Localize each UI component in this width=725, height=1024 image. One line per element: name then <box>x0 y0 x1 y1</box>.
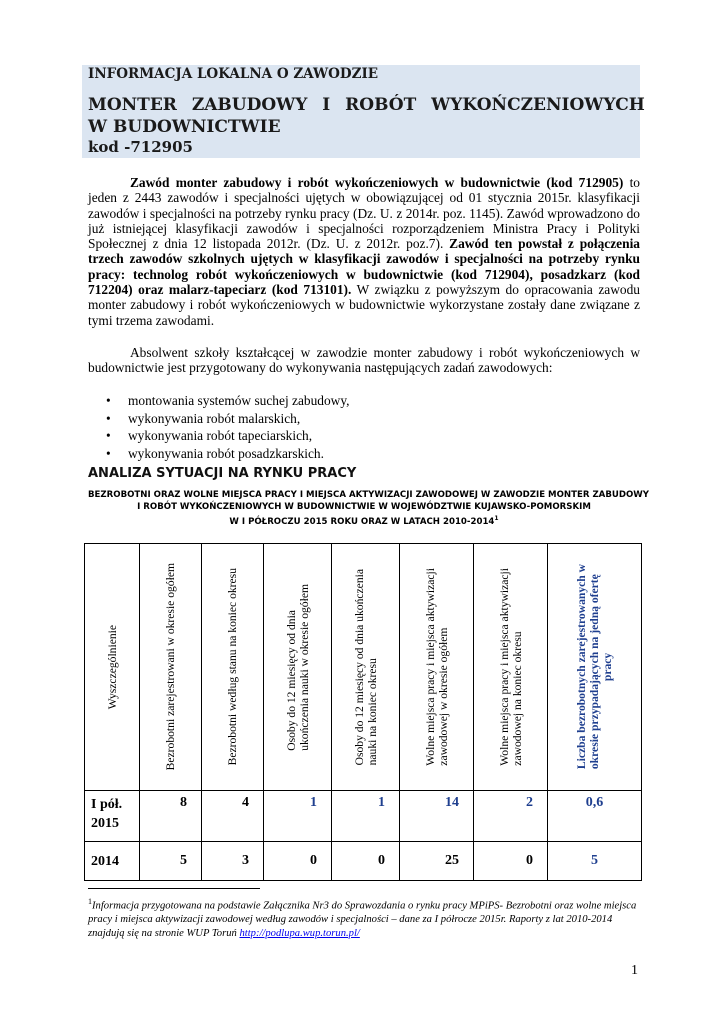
graduate-text: Absolwent szkoły kształcącej w zawodzie monter zabudowy i robót wykończeniowych w budownictwie jest przygotowany do wykonywania następujących zadań zawodowych: <box>88 345 640 376</box>
row-label: 2014 <box>85 842 140 881</box>
list-item: • wykonywania robót posadzkarskich. <box>106 445 324 461</box>
footnote <box>88 895 643 940</box>
table-cell: 5 <box>548 842 642 881</box>
document-subtitle: INFORMACJA LOKALNA O ZAWODZIE <box>88 66 379 82</box>
table-cell: 1 <box>332 791 400 842</box>
table-cell: 3 <box>202 842 264 881</box>
footnote-text: Informacja przygotowana na podstawie Załącznika Nr3 do Sprawozdania o rynku pracy MPiPS- Bezrobotni oraz wolne miejsca pracy i miejsca aktywizacji zawodowej według zawodów i specjalności – dane za I półrocze 2015r. Raporty z lat 2010-2014 znajdują się na stronie WUP Toruń <box>88 900 637 939</box>
footnote-link[interactable]: http://podlupa.wup.torun.pl/ <box>239 927 360 939</box>
table-cell: 0 <box>264 842 332 881</box>
intro-paragraph <box>88 175 640 328</box>
table-cell: 0 <box>474 842 548 881</box>
list-item: • montowania systemów suchej zabudowy, <box>106 393 350 408</box>
list-item: • wykonywania robót tapeciarskich, <box>106 428 313 443</box>
header-cell: Wolne miejsca pracy i miejsca aktywizacji zawodowej na koniec okresu <box>474 544 548 791</box>
footnote-mark: 1 <box>88 897 92 906</box>
header-cell: Bezrobotni według stanu na koniec okresu <box>202 544 264 791</box>
header-cell: Wolne miejsca pracy i miejsca aktywizacji zawodowej w okresie ogółem <box>400 544 474 791</box>
statistics-table <box>84 543 642 881</box>
table-cell: 5 <box>140 842 202 881</box>
occupation-code: kod -712905 <box>88 138 193 156</box>
bullet-icon: • <box>106 428 111 443</box>
intro-text-a: to jeden z 2443 zawodów i specjalności ujętych w obowiązującej od 01 stycznia 2015r. klasyfikacji zawodów i specjalności na potrzeby rynku pracy (Dz. U. z 2014r. poz. 1145). Zawód wprowadzono do już istniejącej klasyfikacji zawodów i specjalności rozporządzeniem Ministra Pracy i Polityki Społecznej z dnia 12 listopada 2012r. (Dz. U. z 2012r. poz.7). <box>88 175 640 252</box>
list-item: • wykonywania robót malarskich, <box>106 410 301 426</box>
table-cell: 1 <box>264 791 332 842</box>
table-cell: 2 <box>474 791 548 842</box>
task-list <box>88 392 350 462</box>
graduate-paragraph <box>88 345 640 376</box>
footnote-separator <box>88 888 260 889</box>
table-row <box>85 842 642 881</box>
row-label: I pół. 2015 <box>85 791 140 842</box>
header-cell: Wyszczególnienie <box>85 544 140 791</box>
document-title <box>88 94 645 138</box>
intro-text-b: W związku z powyższym do opracowania zawodu monter zabudowy i robót wykończeniowych w budownictwie wykorzystane zostały dane związane z tymi trzema zawodami. <box>88 282 640 328</box>
header-cell: Osoby do 12 miesięcy od dnia ukończenia nauki na koniec okresu <box>332 544 400 791</box>
section-title: ANALIZA SYTUACJI NA RYNKU PRACY <box>88 466 357 481</box>
header-cell: Bezrobotni zarejestrowani w okresie ogółem <box>140 544 202 791</box>
table-header-row <box>85 544 642 791</box>
bullet-icon: • <box>106 393 111 408</box>
table-cell: 14 <box>400 791 474 842</box>
intro-bold-middle: Zawód ten powstał z połączenia trzech zawodów szkolnych ujętych w klasyfikacji zawodów i specjalności na potrzeby rynku pracy: technolog robót wykończeniowych w budownictwie (kod 712904), posadzkarz (kod 712204) oraz malarz-tapeciarz (kod 713101). <box>88 236 640 298</box>
intro-bold-lead: Zawód monter zabudowy i robót wykończeniowych w budownictwie (kod 712905) <box>130 175 624 190</box>
table-cell: 25 <box>400 842 474 881</box>
footnote-ref: 1 <box>494 515 499 522</box>
table-cell: 0 <box>332 842 400 881</box>
page-number: 1 <box>631 963 638 978</box>
table-row <box>85 791 642 842</box>
header-cell: Liczba bezrobotnych zarejestrowanych w okresie przypadających na jedną ofertę pracy <box>548 544 642 791</box>
table-cell: 8 <box>140 791 202 842</box>
bullet-icon: • <box>106 445 111 461</box>
title-line-1: MONTER ZABUDOWY I ROBÓT WYKOŃCZENIOWYCH <box>88 95 645 115</box>
table-title: BEZROBOTNI ORAZ WOLNE MIEJSCA PRACY I MIEJSCA AKTYWIZACJI ZAWODOWEJ W ZAWODZIE MONTER ZABUDOWY I ROBÓT WYKOŃCZENIOWYCH W BUDOWNICTWIE W WOJEWÓDZTWIE KUJAWSKO-POMORSKIM W I PÓŁROCZU 2015 ROKU ORAZ W LATACH 2010-2014$^1$ <box>88 490 650 527</box>
bullet-icon: • <box>106 410 111 426</box>
title-line-2: W BUDOWNICTWIE <box>88 117 281 137</box>
header-cell: Osoby do 12 miesięcy od dnia ukończenia nauki w okresie ogółem <box>264 544 332 791</box>
table-cell: 0,6 <box>548 791 642 842</box>
table-cell: 4 <box>202 791 264 842</box>
